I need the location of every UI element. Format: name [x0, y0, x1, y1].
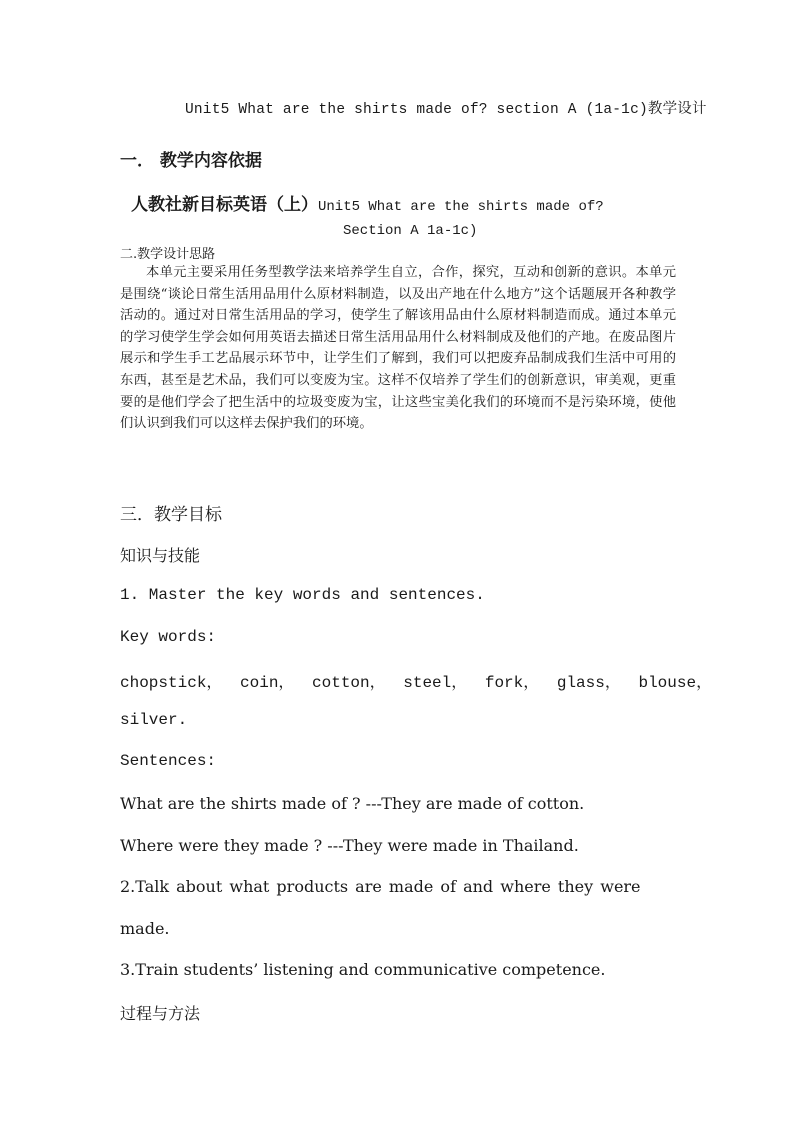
key-words-label: Key words: — [120, 628, 217, 646]
textbook-name-cn: 人教社新目标英语（上） — [131, 195, 318, 215]
objective-item-1: 1. Master the key words and sentences. — [120, 586, 485, 604]
section-2-heading: 二.教学设计思路 — [120, 247, 216, 262]
process-methods-heading: 过程与方法 — [120, 1004, 201, 1023]
textbook-reference — [131, 190, 604, 215]
document-title: Unit5 What are the shirts made of? section A (1a-1c)教学设计 — [185, 102, 707, 118]
sentence-1: What are the shirts made of ? ---They are made of cotton. — [120, 794, 585, 813]
key-words-list: chopstick， coin， cotton， steel， fork， glass， blouse， — [120, 674, 713, 692]
design-idea-paragraph: 本单元主要采用任务型教学法来培养学生自立，合作，探究，互动和创新的意识。本单元是围绕“谈论日常生活用品用什么原材料制造，以及出产地在什么地方”这个话题展开各种教学活动的。通过对日常生活用品的学习，使学生了解该用品由什么原材料制造而成。通过本单元的学习使学生学会如何用英语去描述日常生活用品用什么材料制成及他们的产地。在废品图片展示和学生手工艺品展示环节中，让学生们了解到，我们可以把废弃品制成我们生活中可用的东西，甚至是艺术品，我们可以变废为宝。这样不仅培养了学生们的创新意识，审美观，更重要的是他们学会了把生活中的垃圾变废为宝，让这些宝美化我们的环境而不是污染环境，使他们认识到我们可以这样去保护我们的环境。 — [120, 265, 676, 432]
knowledge-skills-heading: 知识与技能 — [120, 546, 201, 565]
sentences-label: Sentences: — [120, 752, 217, 770]
textbook-unit-en: Unit5 What are the shirts made of? — [318, 199, 604, 215]
objective-item-2-cont: made. — [120, 919, 170, 938]
key-words-list-cont: silver. — [120, 711, 188, 729]
textbook-section-ref: Section A 1a-1c) — [343, 223, 478, 239]
objective-item-3: 3.Train students’ listening and communicative competence. — [120, 960, 606, 979]
objective-item-2: 2.Talk about what products are made of and where they were — [120, 877, 641, 896]
section-1-heading: 一． 教学内容依据 — [120, 151, 262, 171]
section-3-heading: 三．教学目标 — [120, 505, 222, 525]
sentence-2: Where were they made ? ---They were made in Thailand. — [120, 836, 579, 855]
